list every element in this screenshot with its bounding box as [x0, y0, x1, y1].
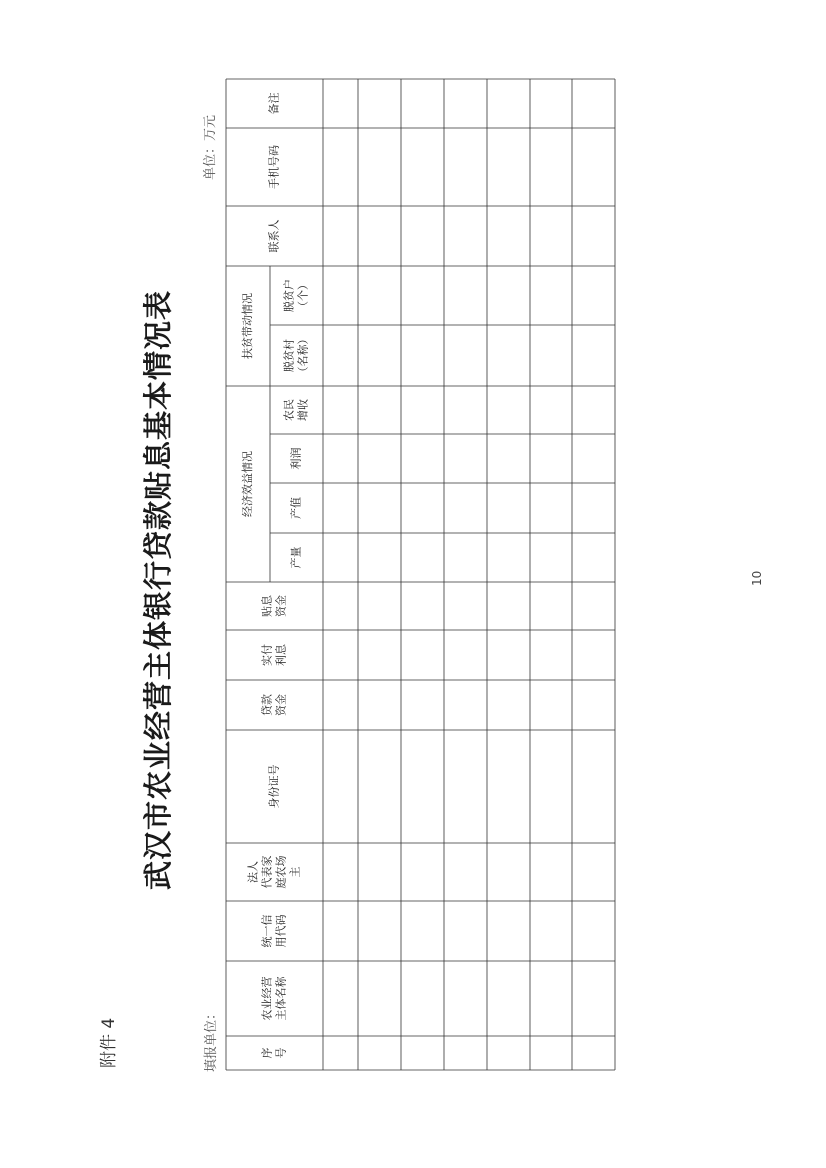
header-subsidy-funds — [260, 594, 288, 617]
header-subsidy-funds-line: 资金 — [274, 595, 288, 617]
table-row — [358, 79, 401, 1070]
table-row — [530, 79, 572, 1070]
header-profit — [289, 448, 303, 470]
header-phone — [267, 145, 281, 189]
header-seq-line: 号 — [274, 1047, 288, 1059]
header-poverty-village-line: 脱贫村 — [282, 339, 296, 372]
header-subsidy-funds-line: 贴息 — [260, 595, 274, 617]
header-poverty-group — [240, 293, 254, 359]
fill-unit-label: 填报单位： — [204, 1006, 219, 1072]
header-output-value-line: 产值 — [289, 497, 303, 519]
header-entity-name-line: 农业经营 — [260, 976, 274, 1021]
header-id-number-line: 身份证号 — [267, 764, 281, 809]
header-interest-paid-line: 利息 — [274, 644, 288, 666]
table-row — [487, 79, 530, 1070]
page-number: 10 — [750, 570, 764, 586]
header-remarks — [268, 93, 281, 115]
header-output — [289, 547, 303, 569]
document-title: 武汉市农业经营主体银行贷款贴息基本情况表 — [141, 289, 175, 890]
header-interest-paid — [260, 643, 288, 666]
unit-label: 单位：万元 — [203, 114, 218, 180]
table-body — [323, 79, 615, 1070]
header-legal-rep-line: 代表家 — [260, 855, 274, 889]
header-entity-name-line: 主体名称 — [274, 976, 288, 1021]
header-credit-code-line: 统一信 — [260, 914, 274, 948]
header-seq — [260, 1048, 288, 1059]
table-row — [323, 79, 358, 1070]
header-legal-rep-line: 法人 — [246, 861, 260, 883]
header-economic-group-line: 经济效益情况 — [241, 451, 254, 517]
header-seq-line: 序 — [260, 1047, 274, 1059]
header-loan-funds-line: 资金 — [274, 694, 288, 716]
header-poverty-households-line: 脱贫户 — [282, 279, 296, 312]
header-remarks-line: 备注 — [267, 92, 281, 115]
header-legal-rep-line: 主 — [288, 866, 302, 878]
header-poverty-village — [282, 334, 310, 378]
table-row — [401, 79, 444, 1070]
header-economic-group — [240, 451, 254, 517]
header-credit-code — [260, 915, 288, 948]
header-farmer-income — [283, 399, 310, 421]
header-interest-paid-line: 实付 — [260, 644, 274, 666]
header-loan-funds-line: 贷款 — [260, 694, 274, 716]
header-loan-funds — [260, 694, 288, 716]
header-farmer-income-line: 农民 — [282, 399, 296, 421]
table-header — [240, 93, 310, 1059]
header-poverty-households — [282, 279, 310, 312]
header-contact-line: 联系人 — [267, 219, 281, 253]
header-credit-code-line: 用代码 — [274, 914, 288, 948]
table-row — [572, 79, 615, 1070]
header-output-line: 产量 — [289, 546, 303, 569]
header-legal-rep-line: 庭农场 — [274, 855, 288, 889]
header-contact — [267, 220, 281, 253]
attachment-label: 附件 4 — [99, 1017, 119, 1068]
header-id-number — [268, 765, 281, 809]
header-profit-line: 利润 — [289, 447, 303, 470]
header-poverty-households-line: （个） — [296, 279, 310, 312]
header-poverty-group-line: 扶贫带动情况 — [241, 293, 254, 359]
header-legal-rep — [246, 856, 302, 889]
header-farmer-income-line: 增收 — [296, 399, 310, 421]
header-entity-name — [260, 976, 288, 1021]
header-phone-line: 手机号码 — [267, 145, 281, 189]
header-poverty-village-line: （名称） — [296, 333, 310, 378]
header-output-value — [289, 497, 303, 519]
table-row — [444, 79, 487, 1070]
